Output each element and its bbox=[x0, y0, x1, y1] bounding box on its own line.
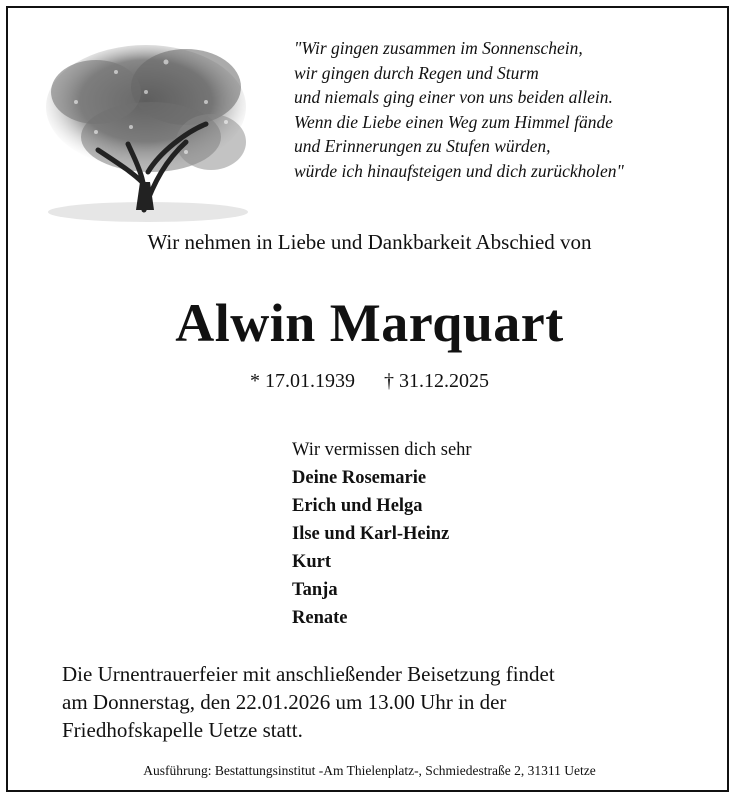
birth-date: * 17.01.1939 bbox=[250, 370, 355, 392]
mourners-lead: Wir vermissen dich sehr bbox=[292, 440, 472, 460]
deceased-name: Alwin Marquart bbox=[175, 293, 564, 353]
poem-line: und niemals ging einer von uns beiden allein. bbox=[294, 87, 613, 107]
mourners bbox=[292, 436, 472, 632]
poem-line: wir gingen durch Regen und Sturm bbox=[294, 62, 539, 83]
poem-line: Wenn die Liebe einen Weg zum Himmel fände bbox=[294, 111, 613, 132]
ceremony-line: am Donnerstag, den 22.01.2026 um 13.00 Uhr in der bbox=[62, 690, 507, 714]
mourner-name: Deine Rosemarie bbox=[292, 468, 427, 488]
death-date: † 31.12.2025 bbox=[384, 370, 489, 392]
poem-line: und Erinnerungen zu Stufen würden, bbox=[294, 136, 551, 156]
tree-illustration-icon bbox=[36, 32, 258, 222]
mourner-name: Erich und Helga bbox=[292, 496, 423, 516]
obituary-notice bbox=[6, 6, 729, 792]
poem bbox=[294, 36, 724, 183]
ceremony-line: Friedhofskapelle Uetze statt. bbox=[62, 718, 303, 742]
funeral-home-footer: Ausführung: Bestattungsinstitut -Am Thielenplatz-, Schmiedestraße 2, 31311 Uetze bbox=[143, 763, 596, 778]
mourner-name: Tanja bbox=[292, 580, 338, 600]
ceremony-line: Die Urnentrauerfeier mit anschließender Beisetzung findet bbox=[62, 662, 555, 686]
ceremony-details bbox=[62, 660, 702, 744]
life-dates bbox=[8, 370, 731, 393]
poem-line: "Wir gingen zusammen im Sonnenschein, bbox=[294, 38, 583, 58]
poem-line: würde ich hinaufsteigen und dich zurückholen" bbox=[294, 160, 624, 181]
mourner-name: Renate bbox=[292, 608, 348, 628]
intro-text: Wir nehmen in Liebe und Dankbarkeit Abschied von bbox=[147, 230, 592, 254]
mourner-name: Kurt bbox=[292, 552, 332, 572]
mourner-name: Ilse und Karl-Heinz bbox=[292, 524, 450, 544]
